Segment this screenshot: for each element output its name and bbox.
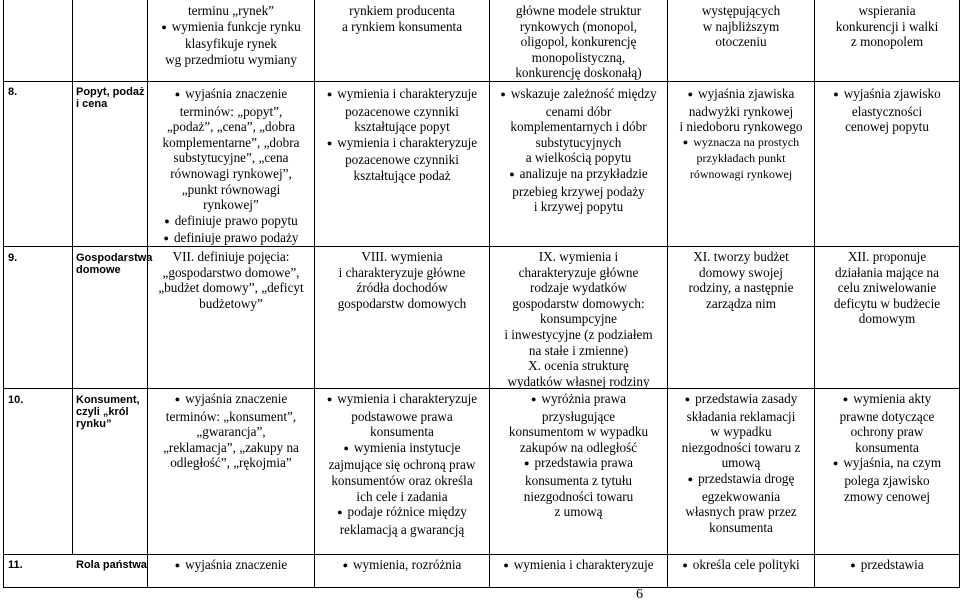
text-line: konsumentów oraz określa: [331, 472, 473, 488]
text-line: konsumenta: [370, 424, 434, 440]
bullet-item: ● wymienia i charakteryzuje: [315, 391, 489, 409]
text-line: konkurencji i walki: [835, 18, 939, 34]
row-10-number: 10.: [8, 394, 24, 406]
col4-row9: [668, 249, 814, 311]
col3-row10: [490, 391, 667, 520]
row-9-title: [76, 252, 152, 276]
text-line: polega zjawisko: [844, 472, 930, 488]
text-line: przysługujące: [541, 408, 616, 424]
row-10-title-line: rynku”: [76, 418, 112, 430]
text-line: z monopolem: [850, 34, 924, 50]
text-line: konsumenta: [855, 439, 919, 455]
text-line: źródła dochodów: [356, 280, 448, 296]
text-line: ich cele i zadania: [356, 488, 448, 504]
text-line: nadwyżki rynkowej: [688, 103, 794, 119]
col4-row10: [668, 391, 814, 535]
bullet-item: ● wymienia i charakteryzuje: [490, 557, 667, 575]
text-line: zakupów na odległość: [519, 439, 638, 455]
text-line: równowagi rynkowej: [689, 166, 793, 181]
bullet-item: ● wymienia funkcje rynku: [148, 19, 314, 37]
text-line: komplementarnych i dóbr: [510, 119, 647, 135]
row-10-title-line: czyli „król: [76, 406, 129, 418]
bullet-item: ● wyznacza na prostych: [668, 135, 814, 152]
text-line: rynkowych (monopol,: [519, 18, 638, 34]
text-line: celu zniwelowanie: [837, 280, 937, 296]
col3-row11: [490, 557, 667, 575]
text-line: substytucyjnych: [535, 134, 622, 150]
text-line: terminu „rynek”: [187, 3, 275, 18]
text-line: odległość”, „rękojmia”: [170, 455, 292, 471]
text-line: i charakteryzuje główne: [338, 264, 466, 280]
col1-row8: [148, 86, 314, 248]
bullet-item: ● analizuje na przykładzie: [490, 166, 667, 184]
bullet-item: ● wyjaśnia znaczenie: [148, 86, 314, 104]
text-line: otoczeniu: [715, 34, 767, 50]
col5-row9: [815, 249, 959, 327]
text-line: IX. wymienia i: [538, 249, 619, 264]
bullet-item: ● wyjaśnia znaczenie: [148, 391, 314, 409]
text-line: prawne dotyczące: [839, 408, 935, 424]
bullet-item: ● wyjaśnia znaczenie: [148, 557, 314, 575]
text-line: rodziny, a następnie: [688, 280, 794, 296]
text-line: główne modele struktur: [515, 3, 642, 18]
text-line: wydatków własnej rodziny: [507, 373, 650, 389]
bullet-item: ● wymienia i charakteryzuje: [315, 135, 489, 153]
col2-row10: [315, 391, 489, 537]
col5-row8: [815, 86, 959, 135]
bullet-item: ● wymienia akty: [815, 391, 959, 409]
text-line: na stałe i zmienne): [528, 342, 629, 358]
col2-row11: [315, 557, 489, 575]
text-line: „gospodarstwo domowe”,: [162, 264, 300, 280]
text-line: składania reklamacji: [686, 408, 796, 424]
col4-top: [668, 3, 814, 50]
col5-row10: [815, 391, 959, 504]
text-line: klasyfikuje rynek: [185, 36, 277, 52]
text-line: przykładach punkt: [696, 151, 786, 166]
text-line: domowym: [858, 311, 916, 327]
bullet-item: ● wyjaśnia zjawisko: [815, 86, 959, 104]
text-line: konsumenta z tytułu: [525, 472, 632, 488]
bullet-item: ● wskazuje zależność między: [490, 86, 667, 104]
text-line: komplementarne”, „dobra: [162, 134, 300, 150]
text-line: kształtujące podaż: [353, 167, 451, 183]
text-line: VII. definiuje pojęcia:: [172, 249, 290, 264]
text-line: X. ocenia strukturę: [528, 358, 629, 374]
bullet-item: ● wymienia instytucje: [315, 440, 489, 458]
col3-top: [490, 3, 667, 81]
row-8-title: [76, 86, 144, 110]
text-line: reklamacją a gwarancją: [339, 521, 465, 537]
text-line: VIII. wymienia: [361, 249, 443, 264]
text-line: konsumenta: [709, 519, 773, 535]
text-line: w najbliższym: [702, 18, 780, 34]
col1-row9: [148, 249, 314, 311]
col3-row8: [490, 86, 667, 215]
text-line: konsumpcyjne: [540, 311, 617, 327]
col1-row10: [148, 391, 314, 471]
row-10-title-line: Konsument,: [76, 394, 140, 406]
text-line: konkurencję doskonałą): [515, 65, 642, 81]
bullet-item: ● wyjaśnia, na czym: [815, 455, 959, 473]
text-line: „podaż”, „cena”, „dobra: [166, 119, 296, 135]
row-9-title-line: Gospodarstwa: [76, 252, 153, 264]
text-line: „budżet domowy”, „deficyt: [158, 280, 304, 296]
text-line: niezgodności towaru z: [681, 439, 801, 455]
text-line: własnych praw przez: [685, 504, 797, 520]
text-line: rynkowej”: [203, 197, 259, 213]
text-line: zarządza nim: [706, 295, 776, 311]
text-line: „punkt równowagi: [181, 181, 281, 197]
text-line: zajmujące się ochroną praw: [328, 457, 476, 473]
text-line: rynkiem producenta: [349, 3, 455, 18]
bullet-item: ● definiuje prawo popytu: [148, 213, 314, 231]
text-line: podstawowe prawa: [351, 408, 453, 424]
text-line: zmowy cenowej: [843, 488, 931, 504]
bullet-item: ● przedstawia drogę: [668, 471, 814, 489]
text-line: cenami dóbr: [545, 103, 612, 119]
text-line: rodzaje wydatków: [529, 280, 628, 296]
bullet-item: ● wymienia, rozróżnia: [315, 557, 489, 575]
col4-row8: [668, 86, 814, 183]
text-line: konsumentom w wypadku: [508, 424, 649, 440]
col2-top: [315, 3, 489, 34]
bullet-item: ● wyróżnia prawa: [490, 391, 667, 409]
col1-top: [148, 3, 314, 67]
text-line: gospodarstw domowych: [337, 295, 467, 311]
text-line: terminów: „popyt”,: [179, 103, 283, 119]
col5-row11: [815, 557, 959, 575]
text-line: gospodarstw domowych:: [512, 295, 645, 311]
bullet-item: ● przedstawia: [815, 557, 959, 575]
bullet-item: ● definiuje prawo podaży: [148, 230, 314, 248]
bullet-item: ● określa cele polityki: [668, 557, 814, 575]
text-line: i inwestycyjne (z podziałem: [504, 326, 653, 342]
bullet-item: ● przedstawia zasady: [668, 391, 814, 409]
text-line: umową: [721, 455, 761, 471]
text-line: pozacenowe czynniki: [345, 152, 459, 168]
text-line: XII. proponuje: [847, 249, 927, 264]
text-line: działania mające na: [835, 264, 939, 280]
text-line: i krzywej popytu: [533, 199, 624, 215]
col4-row11: [668, 557, 814, 575]
text-line: domowy swojej: [699, 264, 783, 280]
bullet-item: ● przedstawia prawa: [490, 455, 667, 473]
text-line: XI. tworzy budżet: [693, 249, 789, 264]
row-9-number: 9.: [8, 252, 18, 264]
text-line: substytucyjne”, „cena: [173, 150, 289, 166]
bullet-item: ● podaje różnice między: [315, 504, 489, 522]
col2-row9: [315, 249, 489, 311]
row-9-title-line: domowe: [76, 264, 121, 276]
row-11-number: 11.: [8, 559, 23, 571]
col2-row8: [315, 86, 489, 184]
text-line: wspierania: [858, 3, 916, 18]
bullet-item: ● wymienia i charakteryzuje: [315, 86, 489, 104]
text-line: charakteryzuje główne: [518, 264, 639, 280]
text-line: egzekwowania: [701, 488, 781, 504]
text-line: w wypadku: [710, 424, 772, 440]
text-line: równowagi rynkowej”,: [170, 165, 292, 181]
col5-top: [815, 3, 959, 50]
row-8-title-line: Popyt, podaż: [76, 86, 145, 98]
row-11-title: Rola państwa: [76, 559, 147, 571]
text-line: budżetowy”: [199, 295, 263, 311]
text-line: oligopol, konkurencję: [520, 34, 637, 50]
text-line: przebieg krzywej podaży: [512, 183, 645, 199]
text-line: monopolistyczną,: [531, 49, 626, 65]
text-line: a wielkością popytu: [525, 150, 632, 166]
col3-row9: [490, 249, 667, 389]
text-line: terminów: „konsument”,: [165, 408, 297, 424]
text-line: niezgodności towaru: [523, 488, 634, 504]
text-line: „reklamacja”, „zakupy na: [163, 439, 299, 455]
text-line: elastyczności: [851, 103, 923, 119]
text-line: występujących: [701, 3, 781, 18]
row-8-number: 8.: [8, 86, 18, 98]
text-line: „gwarancja”,: [196, 424, 266, 440]
col1-row11: [148, 557, 314, 575]
page-number: 6: [636, 587, 643, 602]
text-line: z umową: [554, 504, 603, 520]
bullet-item: ● wyjaśnia zjawiska: [668, 86, 814, 104]
text-line: kształtujące popyt: [354, 119, 450, 135]
text-line: cenowej popytu: [845, 119, 929, 135]
text-line: deficytu w budżecie: [833, 295, 941, 311]
text-line: pozacenowe czynniki: [345, 103, 459, 119]
text-line: a rynkiem konsumenta: [341, 18, 463, 34]
row-10-title: [76, 394, 140, 430]
text-line: i niedoboru rynkowego: [679, 119, 803, 135]
text-line: wg przedmiotu wymiany: [165, 51, 297, 67]
text-line: ochrony praw: [850, 424, 924, 440]
row-8-title-line: i cena: [76, 98, 108, 110]
